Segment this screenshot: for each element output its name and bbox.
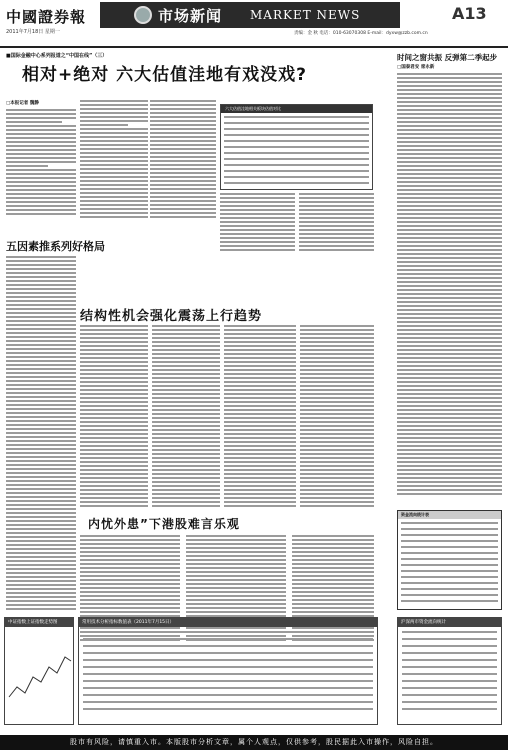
top-rule bbox=[0, 46, 508, 48]
fund-flow-table bbox=[397, 510, 502, 610]
paper-name: 中國證券報 bbox=[6, 8, 87, 26]
right-headline: 时间之窗共振 反弹第二季起步 bbox=[397, 53, 498, 62]
article-col-6 bbox=[6, 256, 76, 610]
section-title: 市场新闻 bbox=[158, 7, 223, 25]
byline-left: □本报记者 魏静 bbox=[6, 101, 39, 106]
page-code: A13 bbox=[452, 4, 487, 23]
tech-indicator-title: 常用技术分析指标数值表（2011年7月15日） bbox=[79, 618, 377, 627]
main-headline: 相对+绝对 六大估值洼地有戏没戏? bbox=[22, 65, 308, 85]
tech-indicator-panel bbox=[78, 617, 378, 725]
risk-disclaimer: 股市有风险，请慎重入市。本版股市分析文章，属个人观点，仅供参考，股民据此入市操作，风险自担。 bbox=[0, 735, 508, 750]
article-col-4 bbox=[220, 193, 295, 251]
center-headline: 结构性机会强化震荡上行趋势 bbox=[80, 309, 263, 324]
market-headline: 五因素推系列好格局 bbox=[6, 240, 105, 253]
index-chart-panel bbox=[4, 617, 74, 725]
right-article bbox=[397, 64, 502, 495]
masthead bbox=[0, 0, 508, 50]
valuation-table bbox=[220, 104, 373, 190]
article-col-1 bbox=[6, 100, 76, 215]
byline-right: □国泰君安 席永新 bbox=[397, 65, 435, 70]
article-col-2 bbox=[80, 100, 148, 218]
paper-date: 2011年7月18日 星期一 bbox=[6, 29, 60, 35]
section-title-en: MARKET NEWS bbox=[250, 8, 361, 22]
article-col-10 bbox=[300, 325, 374, 507]
index-line-chart bbox=[5, 627, 73, 723]
article-col-3 bbox=[150, 100, 216, 218]
globe-icon bbox=[134, 6, 152, 24]
article-col-7 bbox=[80, 325, 148, 507]
fund-flow-panel-title: 沪深两市资金流向统计 bbox=[398, 618, 501, 627]
footer-panels bbox=[4, 617, 504, 727]
article-col-8 bbox=[152, 325, 220, 507]
fund-flow-header: 资金流向统计表 bbox=[398, 511, 501, 519]
hk-headline: 内忧外患”下港股难言乐观 bbox=[88, 517, 240, 531]
index-chart-title: 中证指数上证指数走势图 bbox=[5, 618, 73, 627]
editor-line: 责编：金 秋 电话：010-63070308 E-mail：dyxw@zzb.com.cn bbox=[294, 31, 428, 36]
article-col-9 bbox=[224, 325, 296, 507]
section-banner bbox=[100, 2, 400, 28]
series-label: ■国际金融中心系列报道之“中国在线”（三） bbox=[6, 53, 108, 59]
article-col-5 bbox=[299, 193, 374, 251]
fund-flow-panel bbox=[397, 617, 502, 725]
valuation-table-header: 六大估值洼地相关板块估值对比 bbox=[221, 105, 372, 113]
